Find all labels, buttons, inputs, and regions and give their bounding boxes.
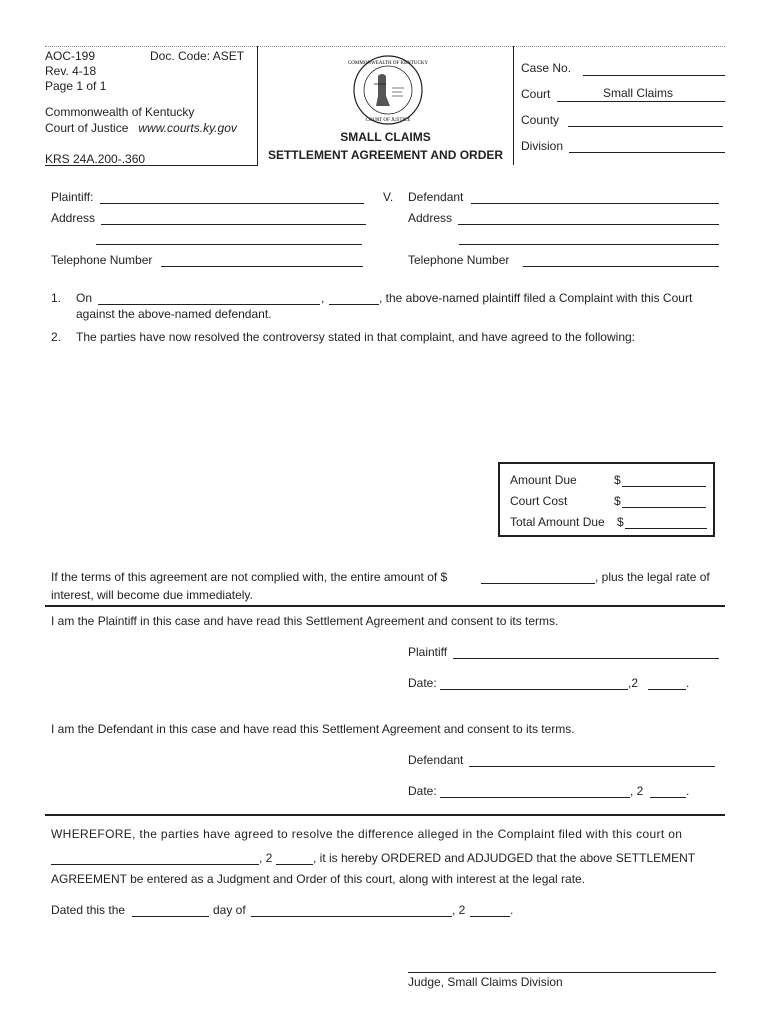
defendant-consent-statement: I am the Defendant in this case and have read this Settlement Agreement and consent to its terms. bbox=[51, 722, 575, 736]
plaintiff-name-field[interactable] bbox=[100, 203, 364, 204]
doc-code: Doc. Code: ASET bbox=[150, 49, 245, 63]
order-line3: AGREEMENT be entered as a Judgment and Order of this court, along with interest at the legal rate. bbox=[51, 872, 586, 886]
commonwealth-label: Commonwealth of Kentucky bbox=[45, 105, 195, 119]
seal-bottom-text: COURT OF JUSTICE bbox=[365, 118, 411, 123]
defendant-phone-label: Telephone Number bbox=[408, 253, 510, 267]
total-amount-label: Total Amount Due bbox=[510, 515, 605, 529]
county-label: County bbox=[521, 113, 560, 127]
defendant-label: Defendant bbox=[408, 190, 464, 204]
order-line1: WHEREFORE, the parties have agreed to resolve the difference alleged in the Complaint filed with this court on bbox=[51, 827, 683, 841]
amount-due-label: Amount Due bbox=[510, 473, 577, 487]
agreement-terms-area[interactable] bbox=[76, 350, 716, 450]
item1-text: , the above-named plaintiff filed a Complaint with this Court bbox=[379, 291, 693, 305]
plaintiff-year-prefix: ,2 bbox=[628, 676, 639, 690]
default-amount-field[interactable] bbox=[481, 583, 595, 584]
plaintiff-signature-label: Plaintiff bbox=[408, 645, 448, 659]
krs-reference: KRS 24A.200-.360 bbox=[45, 152, 146, 166]
division-field[interactable] bbox=[569, 152, 725, 153]
defendant-date-field[interactable] bbox=[440, 797, 630, 798]
header-bottom-rule-left bbox=[45, 165, 258, 166]
division-label: Division bbox=[521, 139, 564, 153]
order-year-prefix: , 2 bbox=[452, 903, 466, 917]
terms-line2: interest, will become due immediately. bbox=[51, 588, 253, 602]
item1-continuation: against the above-named defendant. bbox=[76, 307, 272, 321]
judge-label: Judge, Small Claims Division bbox=[408, 975, 563, 989]
case-no-field[interactable] bbox=[583, 75, 725, 76]
plaintiff-phone-field[interactable] bbox=[161, 266, 363, 267]
plaintiff-address-field-2[interactable] bbox=[96, 244, 362, 245]
court-label: Court bbox=[521, 87, 551, 101]
kentucky-seal-icon bbox=[347, 54, 429, 126]
defendant-name-field[interactable] bbox=[471, 203, 719, 204]
judge-signature-field[interactable] bbox=[408, 972, 716, 973]
order-date-period: . bbox=[510, 903, 514, 917]
order-month-field[interactable] bbox=[251, 916, 452, 917]
form-title-line2: SETTLEMENT AGREEMENT AND ORDER bbox=[267, 148, 504, 162]
header-divider-right bbox=[513, 46, 514, 165]
plaintiff-label: Plaintiff: bbox=[51, 190, 94, 204]
order-day-field[interactable] bbox=[132, 916, 209, 917]
court-value: Small Claims bbox=[603, 86, 674, 100]
plaintiff-year-field[interactable] bbox=[648, 689, 686, 690]
plaintiff-date-label: Date: bbox=[408, 676, 437, 690]
total-amount-dollar: $ bbox=[617, 515, 624, 529]
dated-this-label: Dated this the bbox=[51, 903, 126, 917]
plaintiff-address-field[interactable] bbox=[101, 224, 366, 225]
filing-date-field[interactable] bbox=[98, 304, 320, 305]
order-year-field[interactable] bbox=[470, 916, 510, 917]
court-cost-field[interactable] bbox=[622, 507, 706, 508]
case-no-label: Case No. bbox=[521, 61, 572, 75]
terms-line1-b: , plus the legal rate of bbox=[595, 570, 710, 584]
form-number: AOC-199 bbox=[45, 49, 96, 63]
defendant-address-field[interactable] bbox=[458, 224, 719, 225]
defendant-address-field-2[interactable] bbox=[459, 244, 719, 245]
court-of-justice-label: Court of Justice bbox=[45, 121, 129, 135]
defendant-signature-field[interactable] bbox=[469, 766, 715, 767]
defendant-year-prefix: , 2 bbox=[630, 784, 644, 798]
filing-year-field[interactable] bbox=[329, 304, 379, 305]
seal-top-text: COMMONWEALTH OF KENTUCKY bbox=[347, 61, 429, 66]
item1-number: 1. bbox=[51, 291, 62, 305]
complaint-date-field[interactable] bbox=[51, 864, 259, 865]
court-cost-label: Court Cost bbox=[510, 494, 568, 508]
plaintiff-address-label: Address bbox=[51, 211, 96, 225]
amount-due-dollar: $ bbox=[614, 473, 621, 487]
court-field[interactable] bbox=[557, 86, 725, 102]
defendant-signature-label: Defendant bbox=[408, 753, 464, 767]
county-field[interactable] bbox=[568, 126, 723, 127]
item1-on: On bbox=[76, 291, 93, 305]
defendant-date-period: . bbox=[686, 784, 690, 798]
item1-comma: , bbox=[321, 291, 325, 305]
form-title-line1: SMALL CLAIMS bbox=[340, 130, 431, 144]
plaintiff-signature-field[interactable] bbox=[453, 658, 719, 659]
defendant-year-field[interactable] bbox=[650, 797, 686, 798]
plaintiff-consent-statement: I am the Plaintiff in this case and have read this Settlement Agreement and consent to its terms. bbox=[51, 614, 559, 628]
section-divider-1 bbox=[45, 605, 725, 607]
defendant-address-label: Address bbox=[408, 211, 453, 225]
day-of-label: day of bbox=[213, 903, 246, 917]
revision: Rev. 4-18 bbox=[45, 64, 97, 78]
top-rule bbox=[45, 46, 725, 47]
complaint-year-field[interactable] bbox=[276, 864, 313, 865]
plaintiff-date-period: . bbox=[686, 676, 690, 690]
versus-label: V. bbox=[383, 190, 394, 204]
defendant-phone-field[interactable] bbox=[523, 266, 719, 267]
order-line2-text: , it is hereby ORDERED and ADJUDGED that the above SETTLEMENT bbox=[313, 851, 696, 865]
court-cost-dollar: $ bbox=[614, 494, 621, 508]
section-divider-2 bbox=[45, 814, 725, 816]
website-link[interactable]: www.courts.ky.gov bbox=[138, 121, 237, 135]
plaintiff-date-field[interactable] bbox=[440, 689, 628, 690]
item2-number: 2. bbox=[51, 330, 62, 344]
amount-due-field[interactable] bbox=[622, 486, 706, 487]
total-amount-field[interactable] bbox=[625, 528, 707, 529]
defendant-date-label: Date: bbox=[408, 784, 437, 798]
amount-box bbox=[498, 462, 715, 537]
order-line2-year-prefix: , 2 bbox=[259, 851, 273, 865]
court-of-justice-line bbox=[45, 121, 237, 135]
plaintiff-phone-label: Telephone Number bbox=[51, 253, 153, 267]
terms-line1-a: If the terms of this agreement are not complied with, the entire amount of $ bbox=[51, 570, 448, 584]
page-count: Page 1 of 1 bbox=[45, 79, 107, 93]
item2-text: The parties have now resolved the controversy stated in that complaint, and have agreed to the following: bbox=[76, 330, 635, 344]
